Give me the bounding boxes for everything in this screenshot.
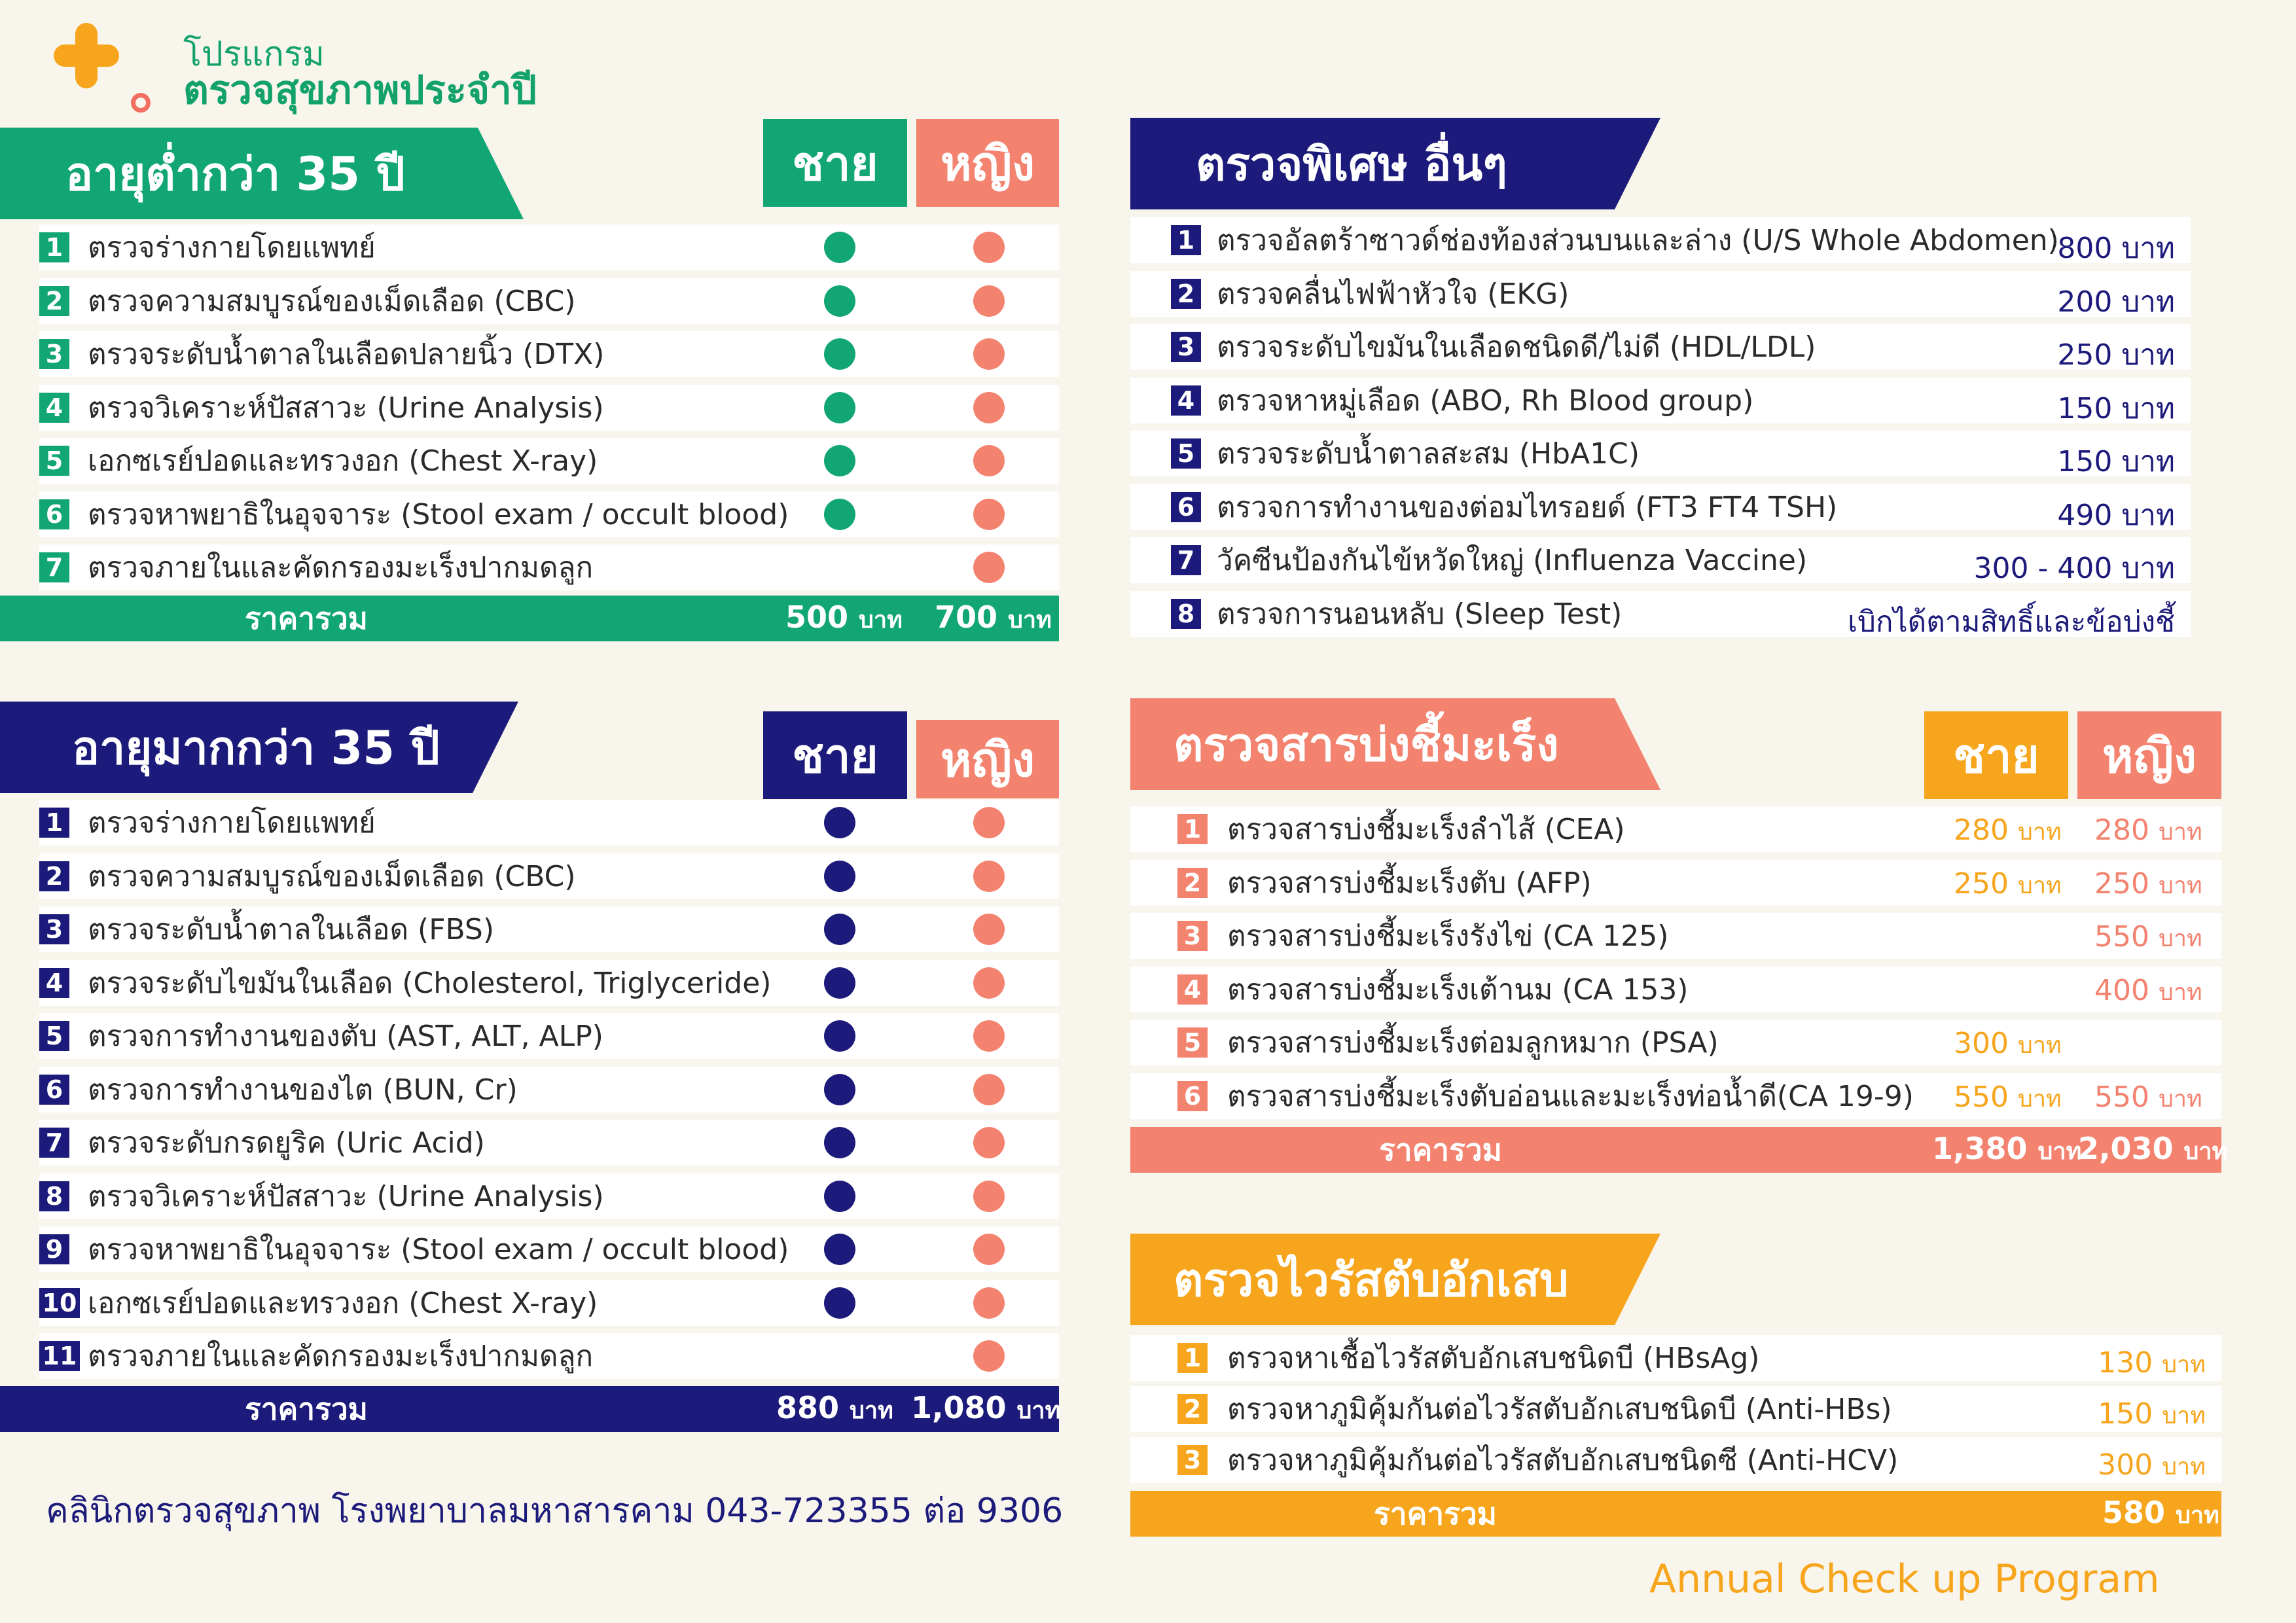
price-unit: บาท xyxy=(2017,1086,2062,1113)
table-row xyxy=(39,1173,1059,1219)
row-number: 5 xyxy=(39,1021,69,1051)
row-label: ตรวจระดับน้ำตาลในเลือดปลายนิ้ว (DTX) xyxy=(88,338,605,371)
row-label: ตรวจการทำงานของตับ (AST, ALT, ALP) xyxy=(88,1020,603,1053)
female-included-dot xyxy=(973,499,1005,530)
row-number: 7 xyxy=(39,552,69,582)
total-female-price xyxy=(911,1390,1060,1429)
price-value: 150 xyxy=(2057,445,2113,478)
total-label: ราคารวม xyxy=(1374,1495,1497,1531)
tumor-male-header: ชาย xyxy=(1924,711,2068,799)
price-unit: บาท xyxy=(2162,1454,2206,1480)
table-row xyxy=(39,331,1059,377)
table-row xyxy=(39,1120,1059,1166)
price-value: 400 xyxy=(2094,974,2149,1007)
footer-english-title: Annual Check up Program xyxy=(1649,1556,2160,1602)
price-value: 250 xyxy=(1954,867,2009,901)
male-included-dot xyxy=(824,499,855,530)
table-row xyxy=(1130,967,2221,1012)
price-value: 300 - 400 xyxy=(1973,552,2113,585)
tumor-female-header: หญิง xyxy=(2077,711,2221,799)
male-included-dot xyxy=(824,914,855,945)
price-unit: บาท xyxy=(2037,1137,2082,1165)
under35-banner xyxy=(0,128,478,219)
row-price xyxy=(2098,1397,2206,1434)
tumor-banner xyxy=(1130,698,1615,790)
female-included-dot xyxy=(973,338,1005,370)
table-row xyxy=(1130,913,2221,959)
table-row xyxy=(39,438,1059,484)
under35-total-row xyxy=(0,596,1059,641)
price-value: 200 xyxy=(2057,285,2113,319)
male-included-dot xyxy=(824,1127,855,1158)
price-value: 150 xyxy=(2098,1397,2153,1431)
row-label: ตรวจระดับกรดยูริค (Uric Acid) xyxy=(88,1126,485,1160)
price-value: 280 xyxy=(2094,813,2149,847)
row-number: 11 xyxy=(39,1341,80,1371)
over35-female-header: หญิง xyxy=(916,720,1059,798)
table-row xyxy=(1130,1437,2221,1483)
table-row xyxy=(39,385,1059,431)
female-included-dot xyxy=(973,1127,1005,1158)
female-included-dot xyxy=(973,914,1005,945)
special-banner xyxy=(1130,118,1615,209)
program-label: โปรแกรม xyxy=(183,35,325,74)
row-label: ตรวจวิเคราะห์ปัสสาวะ (Urine Analysis) xyxy=(88,391,604,425)
row-price xyxy=(2098,1448,2206,1485)
price-value: 700 xyxy=(935,599,998,635)
male-included-dot xyxy=(824,1181,855,1212)
row-price xyxy=(2057,385,2175,431)
row-label: ตรวจระดับไขมันในเลือดชนิดดี/ไม่ดี (HDL/LDL) xyxy=(1217,330,1816,364)
row-number: 1 xyxy=(39,808,69,838)
price-unit: บาท xyxy=(2017,819,2062,846)
male-included-dot xyxy=(824,861,855,892)
price-unit: บาท xyxy=(2017,872,2062,899)
row-label: ตรวจการนอนหลับ (Sleep Test) xyxy=(1217,597,1623,631)
row-label: ตรวจภายในและคัดกรองมะเร็งปากมดลูก xyxy=(88,1340,594,1373)
price-unit: บาท xyxy=(2158,1086,2202,1113)
row-number: 4 xyxy=(39,393,69,423)
price-value: เบิกได้ตามสิทธิ์และข้อบ่งชี้ xyxy=(1847,605,2175,639)
row-number: 4 xyxy=(39,968,69,998)
table-row xyxy=(1130,484,2191,530)
table-row xyxy=(39,960,1059,1006)
row-number: 4 xyxy=(1177,974,1208,1005)
price-value: 880 xyxy=(776,1389,840,1425)
price-value: 500 xyxy=(785,599,849,635)
table-row xyxy=(1130,1386,2221,1432)
table-row xyxy=(39,1067,1059,1113)
female-price xyxy=(2094,866,2202,904)
female-price xyxy=(2094,919,2202,957)
table-row xyxy=(39,906,1059,952)
male-included-dot xyxy=(824,807,855,838)
total-price xyxy=(2102,1495,2219,1533)
price-value: 130 xyxy=(2098,1346,2153,1380)
price-unit: บาท xyxy=(2121,445,2175,478)
row-label: ตรวจหาภูมิคุ้มกันต่อไวรัสตับอักเสบชนิดซี (Anti-HCV) xyxy=(1227,1444,1899,1477)
female-included-dot xyxy=(973,967,1005,999)
male-included-dot xyxy=(824,338,855,370)
over35-title: อายุมากกว่า 35 ปี xyxy=(72,721,440,775)
row-number: 5 xyxy=(39,446,69,476)
tumor-title: ตรวจสารบ่งชี้มะเร็ง xyxy=(1174,717,1559,772)
row-label: ตรวจระดับไขมันในเลือด (Cholesterol, Triglyceride) xyxy=(88,967,772,1000)
row-label: ตรวจหาภูมิคุ้มกันต่อไวรัสตับอักเสบชนิดบี (Anti-HBs) xyxy=(1227,1393,1892,1426)
row-label: ตรวจร่างกายโดยแพทย์ xyxy=(88,231,376,264)
female-included-dot xyxy=(973,1074,1005,1105)
program-title: ตรวจสุขภาพประจำปี xyxy=(183,67,537,113)
price-unit: บาท xyxy=(2017,1032,2062,1059)
female-included-dot xyxy=(973,392,1005,423)
price-value: 800 xyxy=(2057,232,2113,265)
row-label: ตรวจอัลตร้าซาวด์ช่องท้องส่วนบนและล่าง (U/S Whole Abdomen) xyxy=(1217,224,2059,257)
over35-total-row xyxy=(0,1386,1059,1432)
row-number: 3 xyxy=(39,914,69,944)
table-row xyxy=(1130,217,2191,263)
row-price xyxy=(1848,599,2175,645)
price-unit: บาท xyxy=(2183,1137,2228,1165)
footer-contact: คลินิกตรวจสุขภาพ โรงพยาบาลมหาสารคาม 043-723355 ต่อ 9306 xyxy=(46,1491,1064,1531)
row-label: เอกซเรย์ปอดและทรวงอก (Chest X-ray) xyxy=(88,444,598,478)
total-female-price xyxy=(2078,1131,2227,1169)
row-number: 9 xyxy=(39,1234,69,1264)
female-included-dot xyxy=(973,1234,1005,1265)
price-value: 1,080 xyxy=(911,1389,1007,1425)
row-label: ตรวจหาพยาธิในอุจจาระ (Stool exam / occult blood) xyxy=(88,498,789,531)
row-label: ตรวจการทำงานของต่อมไทรอยด์ (FT3 FT4 TSH) xyxy=(1217,491,1838,524)
row-number: 10 xyxy=(39,1288,80,1318)
row-label: ตรวจหาเชื้อไวรัสตับอักเสบชนิดบี (HBsAg) xyxy=(1227,1342,1760,1375)
row-label: ตรวจสารบ่งชี้มะเร็งตับอ่อนและมะเร็งท่อน้ำดี(CA 19-9) xyxy=(1227,1080,1914,1113)
price-unit: บาท xyxy=(2158,872,2202,899)
row-number: 5 xyxy=(1177,1027,1208,1058)
row-label: ตรวจสารบ่งชี้มะเร็งตับ (AFP) xyxy=(1227,866,1592,900)
male-included-dot xyxy=(824,445,855,476)
male-included-dot xyxy=(824,392,855,423)
price-unit: บาท xyxy=(2121,499,2175,532)
row-number: 2 xyxy=(39,286,69,316)
price-unit: บาท xyxy=(2121,285,2175,319)
price-value: 490 xyxy=(2057,499,2113,532)
row-number: 6 xyxy=(39,1075,69,1105)
row-label: เอกซเรย์ปอดและทรวงอก (Chest X-ray) xyxy=(88,1287,598,1320)
logo-ring-icon xyxy=(131,93,151,113)
female-included-dot xyxy=(973,807,1005,838)
total-male-price xyxy=(785,599,903,638)
row-number: 2 xyxy=(1177,1394,1208,1424)
row-number: 1 xyxy=(39,232,69,262)
row-price xyxy=(2057,438,2175,484)
price-value: 250 xyxy=(2094,867,2149,901)
tumor-total-row xyxy=(1130,1127,2228,1173)
hepatitis-total-row xyxy=(1130,1491,2221,1537)
over35-male-header: ชาย xyxy=(763,711,907,799)
row-price xyxy=(2057,332,2175,378)
row-label: ตรวจคลื่นไฟฟ้าหัวใจ (EKG) xyxy=(1217,277,1570,311)
price-unit: บาท xyxy=(1016,1397,1061,1424)
price-value: 580 xyxy=(2102,1494,2166,1530)
price-value: 300 xyxy=(2098,1448,2153,1482)
row-number: 3 xyxy=(39,339,69,369)
row-number: 6 xyxy=(1171,492,1201,522)
price-value: 550 xyxy=(2094,920,2149,954)
total-label: ราคารวม xyxy=(245,1391,368,1427)
table-row xyxy=(1130,378,2191,423)
table-row xyxy=(39,1013,1059,1059)
price-unit: บาท xyxy=(2158,979,2202,1006)
price-unit: บาท xyxy=(1008,606,1052,633)
row-price xyxy=(1974,545,2175,591)
row-number: 8 xyxy=(1171,599,1201,629)
price-unit: บาท xyxy=(2121,232,2175,265)
price-unit: บาท xyxy=(2162,1351,2206,1378)
male-included-dot xyxy=(824,232,855,263)
row-label: วัคซีนป้องกันไข้หวัดใหญ่ (Influenza Vaccine) xyxy=(1217,544,1808,577)
table-row xyxy=(39,800,1059,846)
male-included-dot xyxy=(824,1074,855,1105)
price-unit: บาท xyxy=(859,606,903,633)
male-included-dot xyxy=(824,967,855,999)
female-included-dot xyxy=(973,232,1005,263)
total-male-price xyxy=(1932,1131,2081,1169)
table-row xyxy=(1130,431,2191,476)
price-value: 550 xyxy=(2094,1080,2149,1114)
logo-plus-icon-vertical xyxy=(75,23,98,88)
row-number: 8 xyxy=(39,1181,69,1211)
hepatitis-banner xyxy=(1130,1234,1615,1325)
male-included-dot xyxy=(824,1020,855,1052)
row-price xyxy=(2098,1346,2206,1383)
row-number: 1 xyxy=(1171,225,1201,255)
under35-female-header: หญิง xyxy=(916,119,1059,207)
price-value: 280 xyxy=(1954,813,2009,847)
female-price xyxy=(2094,1080,2202,1117)
price-unit: บาท xyxy=(2158,925,2202,952)
male-included-dot xyxy=(824,1287,855,1319)
over35-banner xyxy=(0,702,473,793)
male-price xyxy=(1954,866,2062,904)
price-value: 250 xyxy=(2057,338,2113,372)
female-included-dot xyxy=(973,285,1005,317)
male-price xyxy=(1954,1026,2062,1063)
table-row xyxy=(1130,537,2191,583)
price-value: 1,380 xyxy=(1932,1130,2028,1166)
under35-title: อายุต่ำกว่า 35 ปี xyxy=(65,147,405,201)
row-number: 6 xyxy=(1177,1081,1208,1111)
row-label: ตรวจสารบ่งชี้มะเร็งลำไส้ (CEA) xyxy=(1227,813,1625,846)
row-number: 2 xyxy=(39,861,69,891)
total-male-price xyxy=(776,1390,893,1429)
female-included-dot xyxy=(973,1181,1005,1212)
row-number: 1 xyxy=(1177,1343,1208,1373)
male-included-dot xyxy=(824,1234,855,1265)
price-unit: บาท xyxy=(2121,338,2175,372)
row-number: 1 xyxy=(1177,814,1208,844)
female-included-dot xyxy=(973,445,1005,476)
price-value: 550 xyxy=(1954,1080,2009,1114)
row-label: ตรวจความสมบูรณ์ของเม็ดเลือด (CBC) xyxy=(88,860,576,893)
table-row xyxy=(1130,271,2191,317)
row-label: ตรวจระดับน้ำตาลสะสม (HbA1C) xyxy=(1217,437,1640,471)
table-row xyxy=(39,491,1059,537)
table-row xyxy=(39,1226,1059,1272)
row-price xyxy=(2057,492,2175,538)
price-unit: บาท xyxy=(2176,1501,2219,1529)
female-included-dot xyxy=(973,1340,1005,1372)
row-number: 2 xyxy=(1171,279,1201,309)
female-included-dot xyxy=(973,1287,1005,1319)
row-label: ตรวจวิเคราะห์ปัสสาวะ (Urine Analysis) xyxy=(88,1180,604,1213)
row-number: 3 xyxy=(1177,1445,1208,1475)
table-row xyxy=(1130,1335,2221,1381)
total-label: ราคารวม xyxy=(1379,1132,1502,1168)
female-included-dot xyxy=(973,552,1005,583)
under35-male-header: ชาย xyxy=(763,119,907,207)
row-label: ตรวจหาพยาธิในอุจจาระ (Stool exam / occult blood) xyxy=(88,1233,789,1266)
row-label: ตรวจหาหมู่เลือด (ABO, Rh Blood group) xyxy=(1217,384,1754,418)
table-row xyxy=(39,1280,1059,1326)
row-number: 3 xyxy=(1177,921,1208,951)
female-price xyxy=(2094,973,2202,1010)
row-number: 7 xyxy=(1171,545,1201,575)
female-included-dot xyxy=(973,861,1005,892)
row-label: ตรวจสารบ่งชี้มะเร็งต่อมลูกหมาก (PSA) xyxy=(1227,1026,1719,1060)
total-female-price xyxy=(935,599,1052,638)
row-label: ตรวจการทำงานของไต (BUN, Cr) xyxy=(88,1073,518,1107)
price-unit: บาท xyxy=(2162,1402,2206,1429)
row-label: ตรวจระดับน้ำตาลในเลือด (FBS) xyxy=(88,913,495,946)
price-value: 300 xyxy=(1954,1027,2009,1060)
price-unit: บาท xyxy=(2158,819,2202,846)
hepatitis-title: ตรวจไวรัสตับอักเสบ xyxy=(1174,1253,1569,1307)
row-number: 5 xyxy=(1171,438,1201,469)
table-row xyxy=(39,278,1059,324)
table-row xyxy=(1130,324,2191,370)
row-number: 7 xyxy=(39,1128,69,1158)
row-label: ตรวจความสมบูรณ์ของเม็ดเลือด (CBC) xyxy=(88,285,576,318)
table-row xyxy=(39,853,1059,899)
row-price xyxy=(2057,279,2175,325)
table-row xyxy=(39,1333,1059,1379)
row-label: ตรวจสารบ่งชี้มะเร็งเต้านม (CA 153) xyxy=(1227,973,1689,1007)
price-value: 2,030 xyxy=(2078,1130,2174,1166)
row-number: 6 xyxy=(39,499,69,529)
price-unit: บาท xyxy=(2121,552,2175,585)
price-unit: บาท xyxy=(2121,392,2175,425)
row-number: 4 xyxy=(1171,385,1201,416)
special-title: ตรวจพิเศษ อื่นๆ xyxy=(1196,137,1507,191)
female-price xyxy=(2094,813,2202,850)
row-label: ตรวจสารบ่งชี้มะเร็งรังไข่ (CA 125) xyxy=(1227,919,1669,953)
row-price xyxy=(2057,225,2175,271)
price-unit: บาท xyxy=(850,1397,893,1424)
price-value: 150 xyxy=(2057,392,2113,425)
row-number: 2 xyxy=(1177,868,1208,898)
table-row xyxy=(39,544,1059,590)
row-number: 3 xyxy=(1171,332,1201,362)
male-included-dot xyxy=(824,285,855,317)
row-label: ตรวจร่างกายโดยแพทย์ xyxy=(88,806,376,840)
male-price xyxy=(1954,813,2062,850)
male-price xyxy=(1954,1080,2062,1117)
total-label: ราคารวม xyxy=(245,600,368,636)
table-row xyxy=(39,224,1059,270)
row-label: ตรวจภายในและคัดกรองมะเร็งปากมดลูก xyxy=(88,551,594,584)
table-row xyxy=(1130,591,2191,637)
female-included-dot xyxy=(973,1020,1005,1052)
